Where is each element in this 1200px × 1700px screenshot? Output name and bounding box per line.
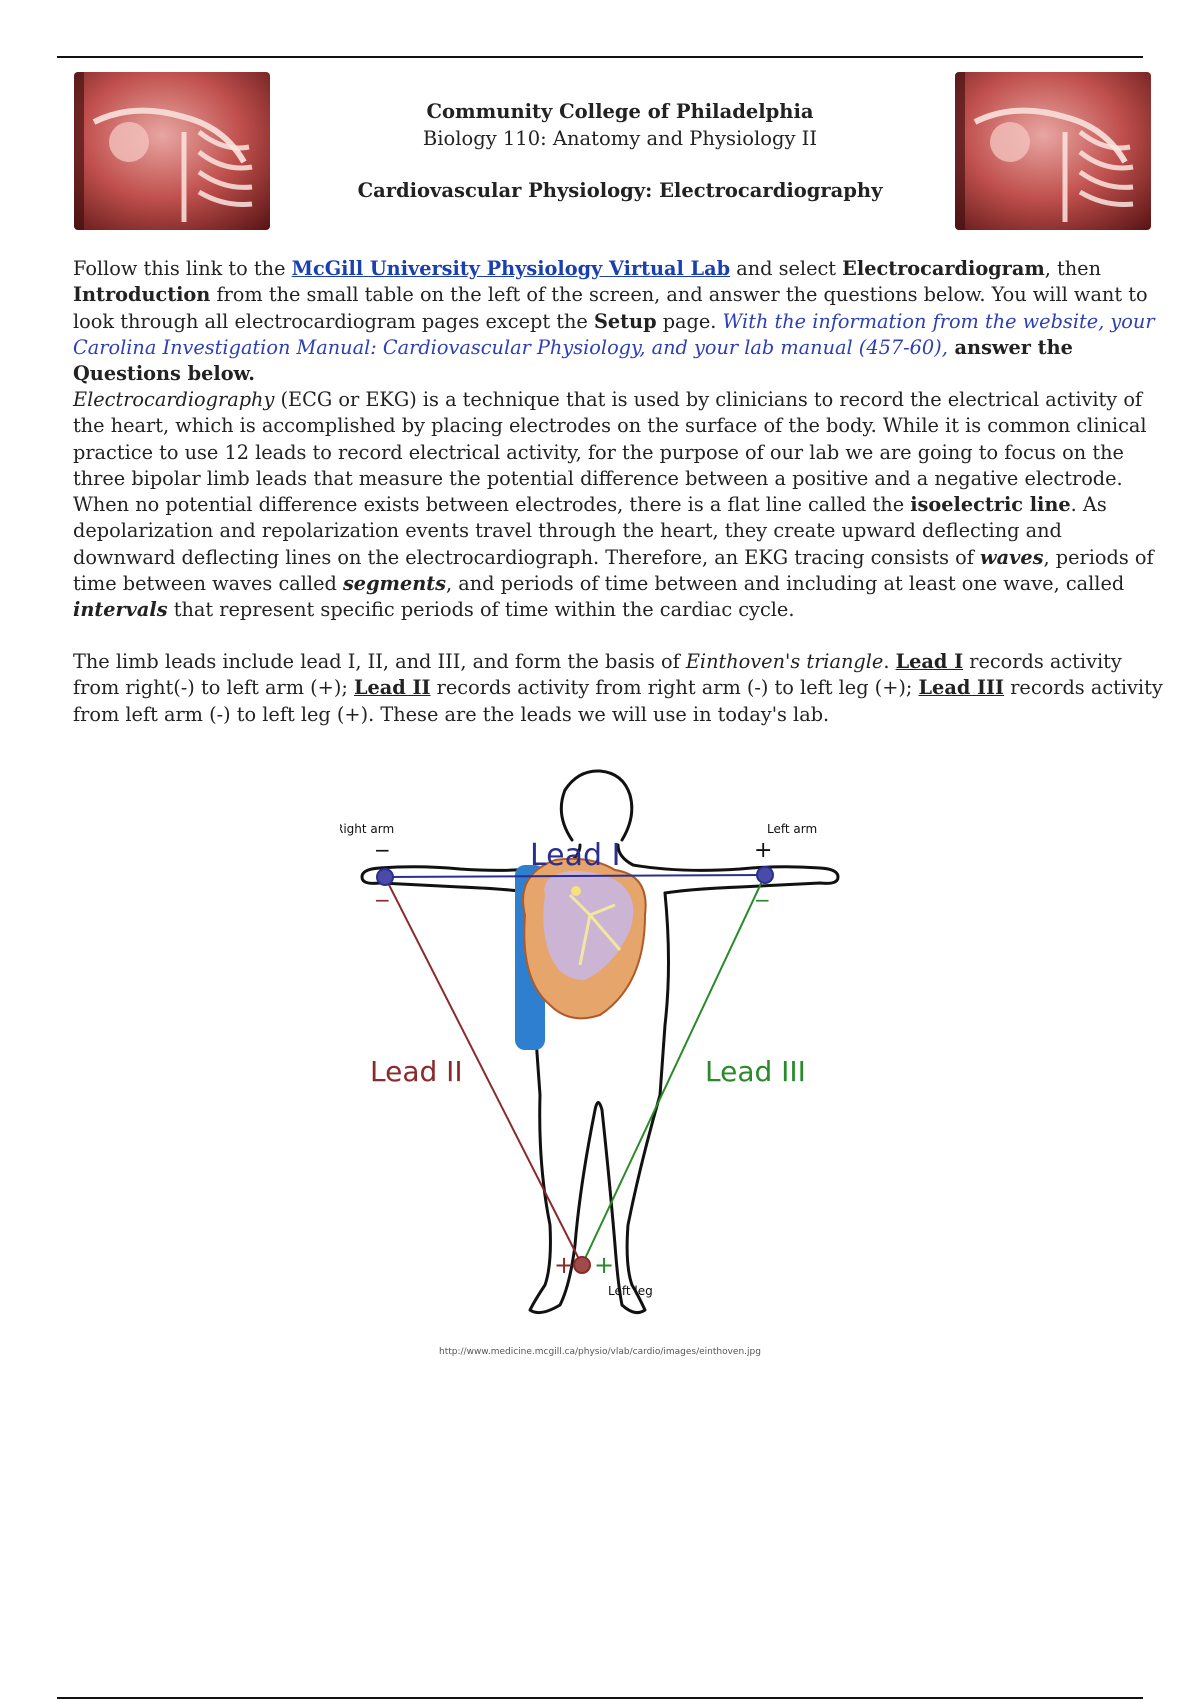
left-leg-plus-lead-ii: + [554, 1251, 575, 1279]
anatomy-image-right [955, 72, 1151, 230]
college-name: Community College of Philadelphia [426, 100, 814, 123]
bold-italic-text: intervals [73, 598, 168, 622]
text: page. [656, 309, 723, 333]
instruction-italic: With the information from the website, your Carolina Investigation Manual: Cardiovascular Physiology, and your lab manual (457-60), [73, 309, 1155, 359]
italic-text: Einthoven's triangle [685, 650, 884, 673]
bold-text: Introduction [73, 283, 211, 307]
mcgill-lab-link[interactable]: McGill University Physiology Virtual Lab [291, 257, 731, 280]
italic-text: Electrocardiography [73, 388, 275, 411]
underlined-text: Lead III [918, 676, 1005, 700]
underlined-text: Lead II [353, 676, 431, 700]
top-rule [57, 56, 1143, 58]
text: , then [1044, 257, 1101, 280]
left-leg-label: Left leg [608, 1284, 653, 1298]
text: from the small table on the left of the screen, and answer the questions below. You will want to look through all electrocardiogram pages except the [73, 283, 1148, 333]
document-title: Cardiovascular Physiology: Electrocardiography [357, 179, 883, 202]
text: The limb leads include lead I, II, and III, and form the basis of [73, 650, 686, 673]
bold-text: Setup [593, 309, 657, 333]
lead-i-line [385, 875, 765, 877]
left-arm-minus: − [754, 888, 771, 912]
text: . As depolarization and repolarization events travel through the heart, they create upward deflecting and downward deflecting lines on the electrocardiograph. Therefore, an EKG tracing consists of [73, 493, 1107, 569]
left-leg-plus-lead-iii: + [594, 1251, 615, 1279]
bold-italic-text: waves [980, 545, 1044, 569]
heart-illustration [515, 859, 646, 1050]
text: , and periods of time between and including at least one wave, called [446, 572, 1125, 596]
text: (ECG or EKG) is a technique that is used by clinicians to record the electrical activity of the heart, which is accomplished by placing electrodes on the surface of the body. While it is common clinical practice to use 12 leads to record electrical activity, for the purpose of our lab we are going to focus on the three bipolar limb leads that measure the potential difference between a positive and a negative electrode. When no potential difference exists between electrodes, there is a flat line called the [73, 388, 1147, 517]
text: and select [730, 257, 843, 280]
text: . [883, 650, 896, 673]
right-arm-minus-bottom: − [374, 888, 391, 912]
text: records activity from right arm (-) to left leg (+); [430, 676, 919, 700]
intro-paragraph [73, 256, 1163, 387]
underlined-text: Lead I [895, 650, 964, 673]
left-arm-plus: + [754, 838, 773, 863]
einthoven-diagram [340, 765, 900, 1325]
right-arm-minus-top: − [374, 838, 391, 862]
text: records activity from right(-) to left arm (+); [73, 650, 1122, 700]
ecg-paragraph [73, 387, 1163, 624]
leads-paragraph [73, 649, 1163, 728]
lead-ii-label: Lead II [370, 1055, 463, 1088]
document-header [300, 98, 940, 204]
bold-text: Electrocardiogram [842, 257, 1045, 280]
right-arm-electrode [377, 869, 393, 885]
bottom-rule [57, 1697, 1143, 1699]
image-source-caption: http://www.medicine.mcgill.ca/physio/vlab/cardio/images/einthoven.jpg [439, 1347, 761, 1357]
bold-italic-text: segments [342, 572, 447, 596]
left-arm-electrode [757, 867, 773, 883]
left-arm-label: Left arm [767, 822, 818, 836]
text: , periods of time between waves called [73, 545, 1154, 596]
bold-text: answer the Questions below. [73, 335, 1073, 386]
text: that represent specific periods of time within the cardiac cycle. [167, 598, 795, 622]
anatomy-image-left [74, 72, 270, 230]
text: Follow this link to the [73, 257, 292, 280]
bold-text: isoelectric line [910, 493, 1071, 517]
lead-i-label: Lead I [530, 838, 621, 873]
left-leg-electrode [574, 1257, 590, 1273]
course-name: Biology 110: Anatomy and Physiology II [422, 127, 818, 150]
right-arm-label: Right arm [340, 822, 395, 836]
lead-iii-label: Lead III [705, 1055, 806, 1088]
text: records activity from left arm (-) to left leg (+). These are the leads we will use in today's lab. [73, 676, 1163, 726]
